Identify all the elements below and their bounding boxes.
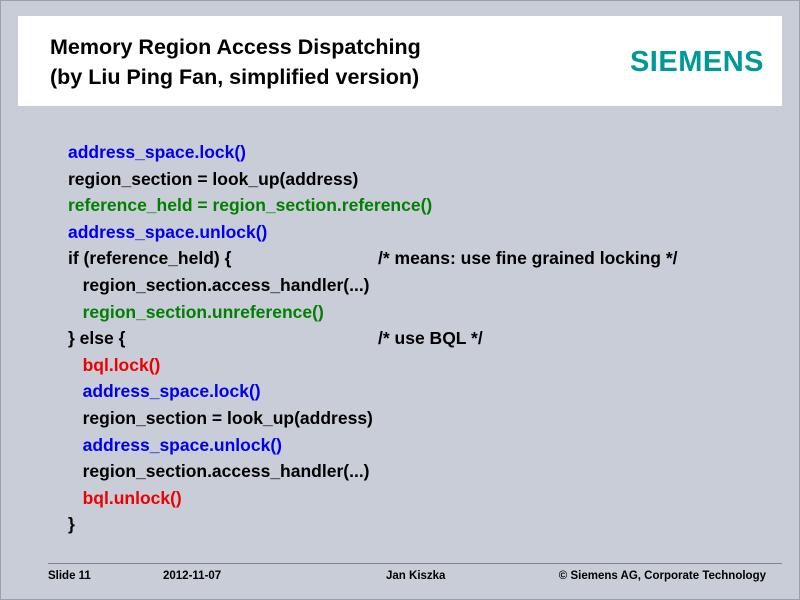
title-line-2: (by Liu Ping Fan, simplified version) [50,65,420,89]
code-token: address_space.unlock() [68,221,268,242]
code-comment: /* use BQL */ [378,328,483,349]
footer-slide-number: Slide 11 [48,570,91,582]
footer-copyright: © Siemens AG, Corporate Technology [558,570,766,582]
code-indent [68,435,83,455]
code-line [68,432,432,459]
code-token: region_section.access_handler(...) [82,461,370,482]
code-block [68,139,678,538]
code-line [68,272,432,299]
code-indent [68,275,83,295]
title-line-1: Memory Region Access Dispatching [50,35,421,59]
code-line [68,325,483,352]
code-indent [68,408,83,428]
code-line [68,245,678,272]
code-line [68,166,432,193]
code-line [68,352,432,379]
code-token: address_space.lock() [68,142,247,162]
code-indent [68,381,83,401]
footer-date: 2012-11-07 [163,570,222,582]
code-token: region_section.unreference() [82,301,324,322]
code-indent [68,302,83,322]
code-token: bql.lock() [82,354,161,375]
code-token: } [68,514,75,535]
slide-footer [18,568,782,586]
code-token: reference_held = region_section.reference() [68,195,433,216]
code-line [68,458,432,485]
code-line [68,139,432,166]
code-token: if (reference_held) { [68,248,232,269]
code-comment: /* means: use fine grained locking */ [378,248,678,269]
footer-author: Jan Kiszka [386,570,446,582]
code-indent [68,355,83,375]
code-line [68,485,432,512]
code-indent [68,488,83,508]
code-token: bql.unlock() [82,487,182,508]
code-token: address_space.lock() [82,381,261,402]
code-line [68,511,432,538]
siemens-logo: SIEMENS [629,46,764,78]
code-token: region_section.access_handler(...) [82,274,370,295]
footer-divider [48,563,782,564]
page-title [50,32,582,92]
code-line [68,378,432,405]
code-line [68,405,432,432]
code-line [68,219,432,246]
code-token: region_section = look_up(address) [82,407,373,428]
code-token: address_space.unlock() [82,434,282,455]
code-token: } else { [68,328,126,349]
code-line [68,192,432,219]
code-token: region_section = look_up(address) [68,168,359,189]
slide-header [18,16,782,106]
code-line [68,299,432,326]
code-indent [68,461,83,481]
